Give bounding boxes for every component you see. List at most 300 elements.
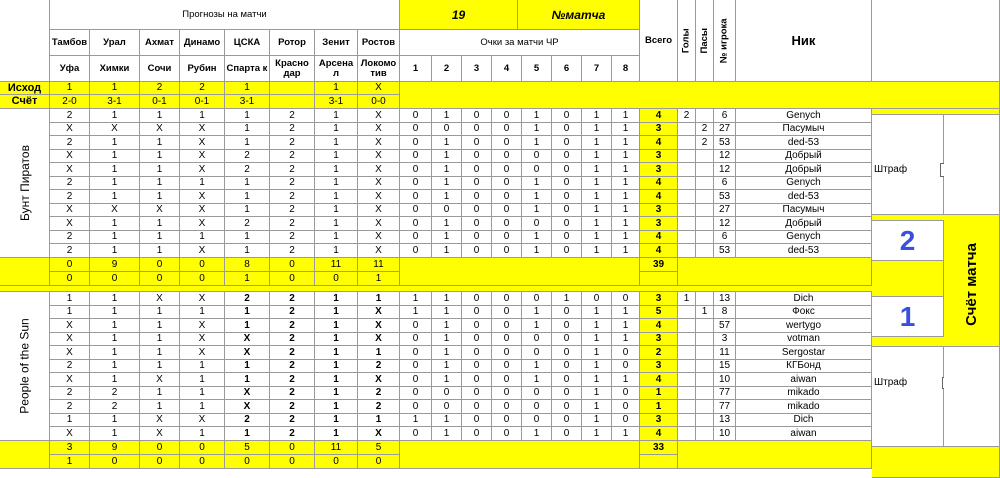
prediction-cell[interactable]: X (180, 414, 225, 427)
prediction-cell[interactable]: 2 (270, 333, 315, 346)
player-total[interactable]: 3 (640, 414, 678, 427)
player-number[interactable]: 13 (714, 414, 736, 427)
team-sum2-5[interactable]: 0 (225, 455, 270, 469)
points-cell[interactable]: 0 (432, 387, 462, 400)
points-cell[interactable]: 1 (432, 427, 462, 441)
points-cell[interactable]: 1 (612, 217, 640, 231)
player-nick[interactable]: Фокс (736, 306, 872, 319)
prediction-cell[interactable]: X (140, 414, 180, 427)
points-cell[interactable]: 1 (582, 231, 612, 244)
points-cell[interactable]: 1 (612, 177, 640, 190)
player-goals[interactable] (678, 231, 696, 244)
player-nick[interactable]: wertygo (736, 319, 872, 333)
points-cell[interactable]: 0 (522, 346, 552, 360)
points-cell[interactable]: 0 (552, 204, 582, 217)
points-cell[interactable]: 0 (462, 204, 492, 217)
prediction-cell[interactable]: X (140, 427, 180, 441)
player-assists[interactable]: 2 (696, 136, 714, 150)
prediction-cell[interactable]: 2 (50, 136, 90, 150)
prediction-cell[interactable]: X (358, 150, 400, 163)
points-cell[interactable]: 0 (400, 360, 432, 373)
side-box-2[interactable] (872, 347, 944, 447)
points-cell[interactable]: 0 (522, 163, 552, 177)
prediction-cell[interactable]: 2 (270, 427, 315, 441)
match-number-2[interactable]: 2 (432, 56, 462, 82)
player-number[interactable]: 3 (714, 333, 736, 346)
points-cell[interactable]: 1 (612, 163, 640, 177)
points-cell[interactable]: 1 (522, 190, 552, 204)
player-nick[interactable]: Пасумыч (736, 204, 872, 217)
points-cell[interactable]: 1 (612, 109, 640, 123)
side-bottom[interactable] (872, 447, 1000, 478)
points-cell[interactable]: 0 (400, 427, 432, 441)
points-cell[interactable]: 1 (582, 190, 612, 204)
prediction-cell[interactable]: X (50, 346, 90, 360)
team-sum2-2[interactable]: 0 (90, 455, 140, 469)
prediction-cell[interactable]: 2 (270, 177, 315, 190)
prediction-cell[interactable]: 1 (90, 319, 140, 333)
team-sum1-6[interactable]: 0 (270, 258, 315, 272)
team-total-1[interactable]: 39 (640, 258, 678, 272)
prediction-cell[interactable]: 2 (270, 414, 315, 427)
outcome-2[interactable]: 1 (90, 82, 140, 95)
player-total[interactable]: 3 (640, 150, 678, 163)
points-cell[interactable]: 0 (552, 387, 582, 400)
prediction-cell[interactable]: 1 (50, 292, 90, 306)
prediction-cell[interactable]: X (50, 150, 90, 163)
points-cell[interactable]: 1 (432, 136, 462, 150)
player-assists[interactable] (696, 319, 714, 333)
player-goals[interactable] (678, 217, 696, 231)
prediction-cell[interactable]: X (50, 333, 90, 346)
player-assists[interactable] (696, 346, 714, 360)
player-nick[interactable]: Dich (736, 414, 872, 427)
points-cell[interactable]: 0 (400, 136, 432, 150)
home-team-3[interactable]: Ахмат (140, 30, 180, 56)
points-title[interactable]: Очки за матчи ЧР (400, 30, 640, 56)
points-cell[interactable]: 1 (582, 373, 612, 387)
points-cell[interactable]: 0 (462, 177, 492, 190)
points-cell[interactable]: 0 (400, 319, 432, 333)
points-cell[interactable]: 0 (492, 333, 522, 346)
points-cell[interactable]: 0 (612, 360, 640, 373)
prediction-cell[interactable]: X (50, 319, 90, 333)
prediction-cell[interactable]: 2 (270, 387, 315, 400)
points-cell[interactable]: 1 (432, 244, 462, 258)
player-assists[interactable] (696, 190, 714, 204)
prediction-cell[interactable]: 1 (140, 333, 180, 346)
points-cell[interactable]: 0 (552, 231, 582, 244)
prediction-cell[interactable]: X (180, 136, 225, 150)
points-cell[interactable]: 1 (432, 306, 462, 319)
points-cell[interactable]: 0 (552, 163, 582, 177)
outcome-8[interactable]: X (358, 82, 400, 95)
prediction-cell[interactable]: 2 (50, 387, 90, 400)
player-nick[interactable]: КГБонд (736, 360, 872, 373)
penalty-label-1[interactable]: Штраф (872, 158, 944, 182)
prediction-cell[interactable]: 1 (180, 400, 225, 414)
match-number-5[interactable]: 5 (522, 56, 552, 82)
team-sum2-3[interactable]: 0 (140, 272, 180, 286)
player-total[interactable]: 4 (640, 373, 678, 387)
prediction-cell[interactable]: 1 (315, 163, 358, 177)
prediction-cell[interactable]: 1 (140, 319, 180, 333)
points-cell[interactable]: 1 (582, 163, 612, 177)
round-number[interactable]: 19 (400, 0, 518, 30)
player-nick[interactable]: ded-53 (736, 190, 872, 204)
points-cell[interactable]: 0 (522, 292, 552, 306)
prediction-cell[interactable]: X (180, 244, 225, 258)
prediction-cell[interactable]: 1 (225, 427, 270, 441)
team-sum1-5[interactable]: 8 (225, 258, 270, 272)
points-cell[interactable]: 0 (552, 427, 582, 441)
outcome-label[interactable]: Исход (0, 82, 50, 95)
team-sum1-3[interactable]: 0 (140, 441, 180, 455)
points-cell[interactable]: 1 (432, 150, 462, 163)
points-cell[interactable]: 1 (612, 319, 640, 333)
team-sum2-3[interactable]: 0 (140, 455, 180, 469)
team-sum1-7[interactable]: 11 (315, 258, 358, 272)
prediction-cell[interactable]: 1 (225, 204, 270, 217)
points-cell[interactable]: 0 (400, 109, 432, 123)
points-cell[interactable]: 0 (462, 360, 492, 373)
points-cell[interactable]: 0 (612, 387, 640, 400)
player-goals[interactable] (678, 414, 696, 427)
player-goals[interactable] (678, 204, 696, 217)
prediction-cell[interactable]: 1 (315, 319, 358, 333)
points-cell[interactable]: 1 (612, 373, 640, 387)
side-header-blank[interactable] (872, 0, 1000, 82)
points-cell[interactable]: 0 (492, 319, 522, 333)
prediction-cell[interactable]: X (50, 217, 90, 231)
player-nick[interactable]: Genych (736, 109, 872, 123)
points-cell[interactable]: 0 (400, 150, 432, 163)
player-goals[interactable] (678, 333, 696, 346)
prediction-cell[interactable]: 2 (270, 373, 315, 387)
team-separator[interactable] (0, 286, 1000, 292)
player-nick[interactable]: mikado (736, 387, 872, 400)
prediction-cell[interactable]: 2 (270, 319, 315, 333)
points-cell[interactable]: 0 (400, 217, 432, 231)
player-assists[interactable] (696, 292, 714, 306)
player-assists[interactable] (696, 333, 714, 346)
prediction-cell[interactable]: X (50, 373, 90, 387)
player-goals[interactable] (678, 400, 696, 414)
points-cell[interactable]: 1 (582, 244, 612, 258)
points-cell[interactable]: 0 (552, 150, 582, 163)
prediction-cell[interactable]: 1 (140, 109, 180, 123)
player-goals[interactable] (678, 136, 696, 150)
player-nick[interactable]: ded-53 (736, 136, 872, 150)
points-cell[interactable]: 0 (552, 190, 582, 204)
points-cell[interactable]: 0 (400, 204, 432, 217)
player-goals[interactable]: 1 (678, 292, 696, 306)
home-team-8[interactable]: Ростов (358, 30, 400, 56)
prediction-cell[interactable]: 1 (315, 292, 358, 306)
prediction-cell[interactable]: 1 (90, 190, 140, 204)
prediction-cell[interactable]: X (180, 346, 225, 360)
prediction-cell[interactable]: X (180, 333, 225, 346)
player-number[interactable]: 10 (714, 373, 736, 387)
points-cell[interactable]: 0 (462, 400, 492, 414)
team-sum1-1[interactable]: 0 (50, 258, 90, 272)
prediction-cell[interactable]: 1 (225, 136, 270, 150)
points-cell[interactable]: 1 (582, 414, 612, 427)
prediction-cell[interactable]: 1 (180, 231, 225, 244)
points-cell[interactable]: 0 (492, 306, 522, 319)
outcome-1[interactable]: 1 (50, 82, 90, 95)
team-sum2-4[interactable]: 0 (180, 455, 225, 469)
team-sum-label-1[interactable] (0, 258, 50, 286)
prediction-cell[interactable]: X (180, 163, 225, 177)
player-nick[interactable]: Добрый (736, 150, 872, 163)
player-total[interactable]: 3 (640, 292, 678, 306)
points-cell[interactable]: 0 (492, 150, 522, 163)
score-3[interactable]: 0-1 (140, 95, 180, 109)
player-total[interactable]: 4 (640, 244, 678, 258)
prediction-cell[interactable]: X (180, 150, 225, 163)
prediction-cell[interactable]: 1 (315, 360, 358, 373)
points-cell[interactable]: 1 (522, 373, 552, 387)
prediction-cell[interactable]: 2 (270, 123, 315, 136)
match-number-1[interactable]: 1 (400, 56, 432, 82)
prediction-cell[interactable]: X (180, 123, 225, 136)
match-number-6[interactable]: 6 (552, 56, 582, 82)
player-number[interactable]: 53 (714, 244, 736, 258)
player-number[interactable]: 12 (714, 150, 736, 163)
prediction-cell[interactable]: 1 (315, 204, 358, 217)
score-2[interactable]: 3-1 (90, 95, 140, 109)
prediction-cell[interactable]: 1 (315, 346, 358, 360)
points-cell[interactable]: 0 (522, 217, 552, 231)
prediction-cell[interactable]: 1 (315, 150, 358, 163)
team-sum1-1[interactable]: 3 (50, 441, 90, 455)
player-assists[interactable] (696, 150, 714, 163)
prediction-cell[interactable]: 2 (358, 387, 400, 400)
points-cell[interactable]: 0 (462, 123, 492, 136)
outcome-5[interactable]: 1 (225, 82, 270, 95)
prediction-cell[interactable]: 1 (90, 177, 140, 190)
player-total[interactable]: 3 (640, 204, 678, 217)
points-cell[interactable]: 0 (552, 360, 582, 373)
points-cell[interactable]: 0 (522, 150, 552, 163)
prediction-cell[interactable]: 2 (270, 204, 315, 217)
prediction-cell[interactable]: 1 (90, 427, 140, 441)
player-assists[interactable] (696, 387, 714, 400)
points-cell[interactable]: 0 (492, 231, 522, 244)
player-total[interactable]: 3 (640, 217, 678, 231)
away-team-1[interactable]: Уфа (50, 56, 90, 82)
prediction-cell[interactable]: 1 (225, 360, 270, 373)
prediction-cell[interactable]: X (50, 123, 90, 136)
points-cell[interactable]: 0 (400, 177, 432, 190)
points-cell[interactable]: 0 (522, 414, 552, 427)
team-sum2-8[interactable]: 1 (358, 272, 400, 286)
prediction-cell[interactable]: 1 (90, 136, 140, 150)
prediction-cell[interactable]: X (358, 217, 400, 231)
prediction-cell[interactable]: 1 (315, 414, 358, 427)
prediction-cell[interactable]: 1 (90, 231, 140, 244)
prediction-cell[interactable]: 2 (270, 346, 315, 360)
outcome-4[interactable]: 2 (180, 82, 225, 95)
points-cell[interactable]: 1 (522, 306, 552, 319)
goals-label[interactable] (678, 0, 696, 82)
player-total[interactable]: 4 (640, 190, 678, 204)
points-cell[interactable]: 0 (400, 231, 432, 244)
prediction-cell[interactable]: 1 (50, 306, 90, 319)
points-cell[interactable]: 1 (432, 177, 462, 190)
points-cell[interactable]: 0 (492, 346, 522, 360)
player-number[interactable]: 11 (714, 346, 736, 360)
team-sum1-8[interactable]: 11 (358, 258, 400, 272)
prediction-cell[interactable]: 1 (140, 177, 180, 190)
player-assists[interactable] (696, 244, 714, 258)
points-cell[interactable]: 0 (492, 427, 522, 441)
player-goals[interactable] (678, 360, 696, 373)
side-empty-1[interactable] (944, 115, 1000, 215)
points-cell[interactable]: 1 (582, 360, 612, 373)
prediction-cell[interactable]: 1 (140, 387, 180, 400)
team-sum2-7[interactable]: 0 (315, 272, 358, 286)
team-total-blank-2[interactable] (640, 455, 678, 469)
points-cell[interactable]: 0 (400, 244, 432, 258)
prediction-cell[interactable]: 1 (315, 123, 358, 136)
points-cell[interactable]: 1 (400, 414, 432, 427)
points-cell[interactable]: 1 (582, 346, 612, 360)
player-number[interactable]: 6 (714, 109, 736, 123)
points-cell[interactable]: 0 (492, 244, 522, 258)
points-cell[interactable]: 0 (462, 163, 492, 177)
points-cell[interactable]: 0 (552, 123, 582, 136)
team-sum-tail-2[interactable] (678, 441, 872, 469)
points-cell[interactable]: 1 (522, 244, 552, 258)
away-team-4[interactable]: Рубин (180, 56, 225, 82)
player-number[interactable]: 15 (714, 360, 736, 373)
prediction-cell[interactable]: 1 (140, 244, 180, 258)
prediction-cell[interactable]: 1 (140, 190, 180, 204)
points-cell[interactable]: 0 (552, 400, 582, 414)
player-number[interactable]: 12 (714, 217, 736, 231)
prediction-cell[interactable]: X (140, 373, 180, 387)
outcome-6[interactable] (270, 82, 315, 95)
points-cell[interactable]: 0 (522, 387, 552, 400)
player-assists[interactable] (696, 400, 714, 414)
prediction-cell[interactable]: 2 (225, 163, 270, 177)
player-goals[interactable] (678, 244, 696, 258)
points-cell[interactable]: 0 (552, 346, 582, 360)
away-team-8[interactable]: Локомо тив (358, 56, 400, 82)
side-empty-2[interactable] (944, 347, 1000, 447)
points-cell[interactable]: 0 (400, 387, 432, 400)
prediction-cell[interactable]: X (90, 123, 140, 136)
points-cell[interactable]: 0 (492, 177, 522, 190)
player-nick[interactable]: ded-53 (736, 244, 872, 258)
points-cell[interactable]: 0 (492, 414, 522, 427)
prediction-cell[interactable]: 1 (358, 346, 400, 360)
points-cell[interactable]: 1 (432, 319, 462, 333)
player-number[interactable]: 8 (714, 306, 736, 319)
prediction-cell[interactable]: 2 (270, 109, 315, 123)
points-cell[interactable]: 0 (400, 190, 432, 204)
player-assists[interactable] (696, 414, 714, 427)
prediction-cell[interactable]: 1 (90, 333, 140, 346)
player-goals[interactable] (678, 373, 696, 387)
player-total[interactable]: 1 (640, 387, 678, 400)
prediction-cell[interactable]: 1 (90, 244, 140, 258)
prediction-cell[interactable]: X (180, 204, 225, 217)
prediction-cell[interactable]: X (140, 292, 180, 306)
points-cell[interactable]: 1 (582, 123, 612, 136)
points-cell[interactable]: 0 (552, 217, 582, 231)
prediction-cell[interactable]: 1 (140, 306, 180, 319)
prediction-cell[interactable]: 1 (90, 109, 140, 123)
penalty-label-2[interactable]: Штраф (872, 375, 944, 391)
points-cell[interactable]: 0 (462, 150, 492, 163)
prediction-cell[interactable]: 1 (90, 150, 140, 163)
total-label[interactable]: Всего (640, 0, 678, 82)
points-cell[interactable]: 1 (612, 136, 640, 150)
team-sum2-5[interactable]: 1 (225, 272, 270, 286)
points-cell[interactable]: 0 (492, 136, 522, 150)
home-team-5[interactable]: ЦСКА (225, 30, 270, 56)
team-sum1-3[interactable]: 0 (140, 258, 180, 272)
points-cell[interactable]: 0 (522, 333, 552, 346)
prediction-cell[interactable]: 1 (180, 360, 225, 373)
player-number[interactable]: 10 (714, 427, 736, 441)
points-cell[interactable]: 1 (522, 136, 552, 150)
prediction-cell[interactable]: X (358, 306, 400, 319)
prediction-cell[interactable]: 1 (90, 163, 140, 177)
points-cell[interactable]: 1 (522, 109, 552, 123)
points-cell[interactable]: 1 (400, 292, 432, 306)
prediction-cell[interactable]: 1 (90, 292, 140, 306)
player-goals[interactable] (678, 150, 696, 163)
prediction-cell[interactable]: 1 (315, 136, 358, 150)
team-sum1-5[interactable]: 5 (225, 441, 270, 455)
player-goals[interactable] (678, 177, 696, 190)
prediction-cell[interactable]: X (225, 400, 270, 414)
player-number[interactable]: 6 (714, 177, 736, 190)
points-cell[interactable]: 1 (432, 333, 462, 346)
prediction-cell[interactable]: 1 (90, 414, 140, 427)
away-team-6[interactable]: Красно дар (270, 56, 315, 82)
nick-label[interactable]: Ник (736, 0, 872, 82)
points-cell[interactable]: 1 (432, 414, 462, 427)
player-nick[interactable]: Добрый (736, 163, 872, 177)
prediction-cell[interactable]: 1 (225, 373, 270, 387)
prediction-cell[interactable]: 1 (358, 414, 400, 427)
points-cell[interactable]: 0 (432, 204, 462, 217)
player-goals[interactable] (678, 123, 696, 136)
prediction-cell[interactable]: X (358, 244, 400, 258)
player-assists[interactable]: 2 (696, 123, 714, 136)
prediction-cell[interactable]: 2 (270, 400, 315, 414)
prediction-cell[interactable]: 1 (140, 400, 180, 414)
prediction-cell[interactable]: 1 (315, 109, 358, 123)
prediction-cell[interactable]: 2 (270, 136, 315, 150)
points-cell[interactable]: 0 (462, 373, 492, 387)
player-total[interactable]: 3 (640, 360, 678, 373)
points-cell[interactable]: 0 (492, 204, 522, 217)
team-sum2-1[interactable]: 1 (50, 455, 90, 469)
prediction-cell[interactable]: X (358, 123, 400, 136)
points-cell[interactable]: 1 (612, 150, 640, 163)
prediction-cell[interactable]: 1 (180, 177, 225, 190)
points-cell[interactable]: 1 (582, 387, 612, 400)
points-cell[interactable]: 1 (582, 306, 612, 319)
team-score-1[interactable]: 2 (872, 221, 944, 261)
prediction-cell[interactable]: 2 (50, 231, 90, 244)
